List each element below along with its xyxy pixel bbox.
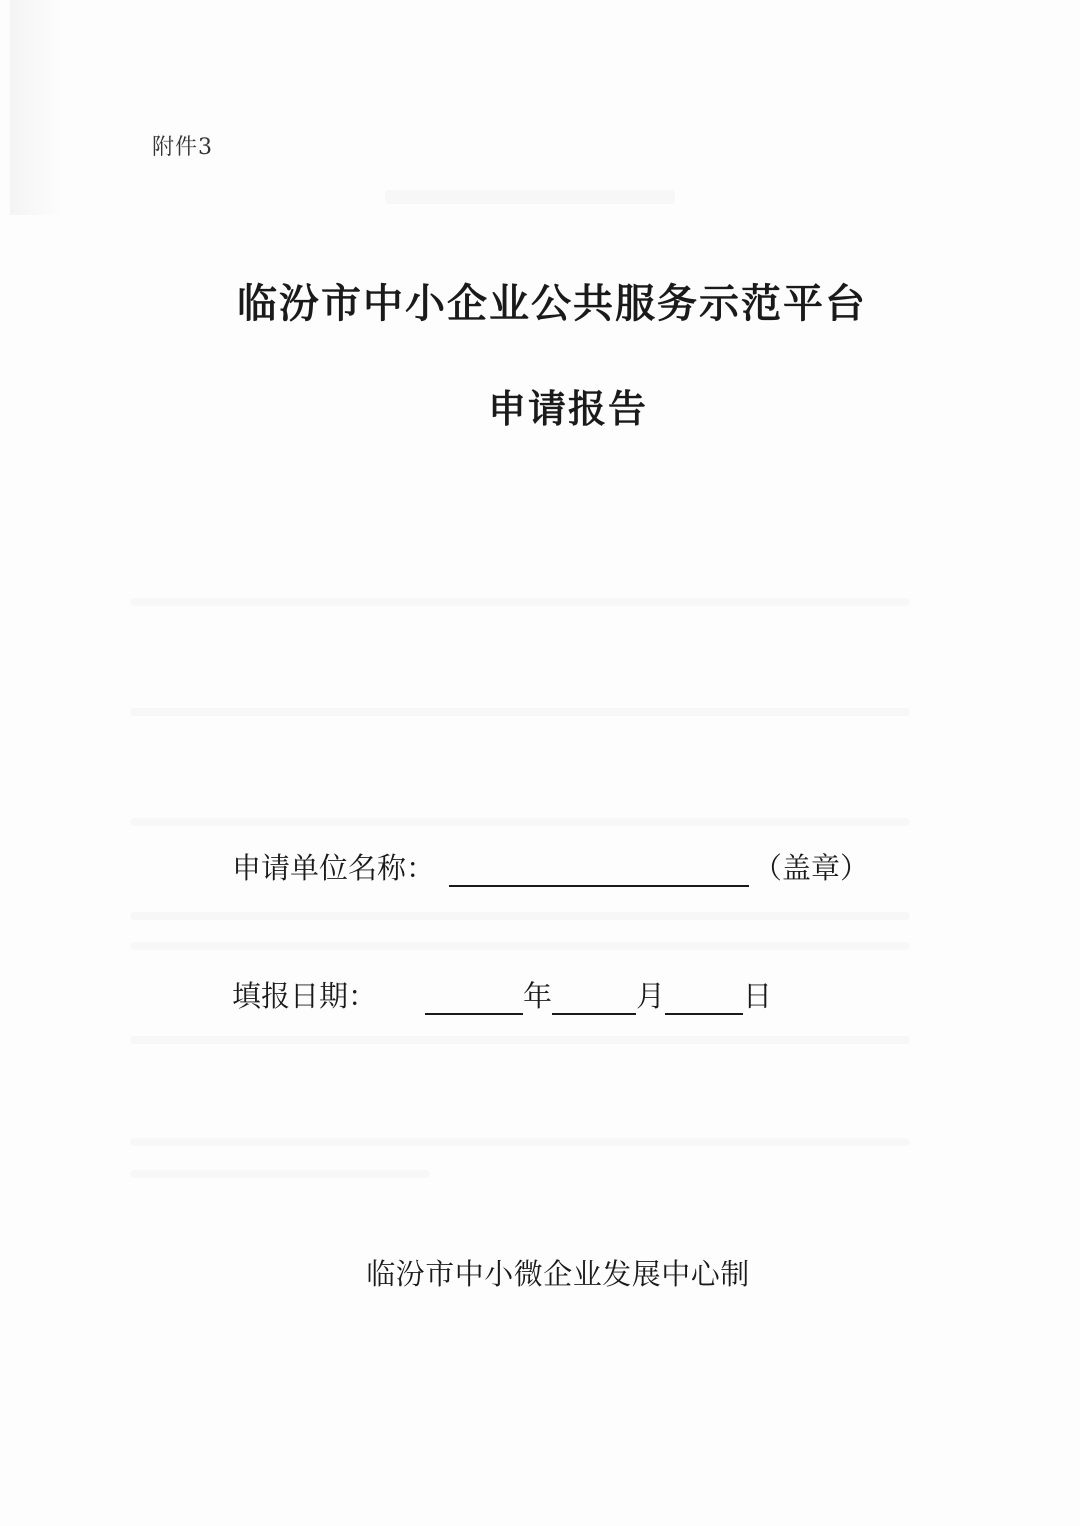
bleed-through-line xyxy=(130,1138,910,1146)
report-date-row xyxy=(232,974,772,1015)
bleed-through-line xyxy=(130,708,910,716)
bleed-through-line xyxy=(130,942,910,950)
document-subtitle: 申请报告 xyxy=(487,387,648,431)
document-title: 临汾市中小企业公共服务示范平台 xyxy=(237,281,867,327)
issuer-credit: 临汾市中小微企业发展中心制 xyxy=(366,1257,750,1291)
org-name-label: 申请单位名称： xyxy=(232,851,436,885)
bleed-through-line xyxy=(130,818,910,826)
bleed-through-line xyxy=(130,598,910,606)
month-blank[interactable] xyxy=(552,983,636,1015)
attachment-label: 附件3 xyxy=(152,135,213,160)
day-blank[interactable] xyxy=(665,983,743,1015)
report-date-label: 填报日期： xyxy=(232,979,378,1013)
bleed-through-line xyxy=(130,1170,430,1178)
bleed-through-line xyxy=(130,1036,910,1044)
year-label: 年 xyxy=(523,979,553,1013)
org-name-row xyxy=(232,846,869,887)
day-label: 日 xyxy=(743,979,773,1013)
bleed-through-line xyxy=(385,190,675,204)
org-name-blank[interactable] xyxy=(449,855,749,887)
month-label: 月 xyxy=(636,979,666,1013)
scan-shadow xyxy=(10,0,65,215)
bleed-through-line xyxy=(130,912,910,920)
seal-note: （盖章） xyxy=(753,851,870,885)
year-blank[interactable] xyxy=(425,983,523,1015)
